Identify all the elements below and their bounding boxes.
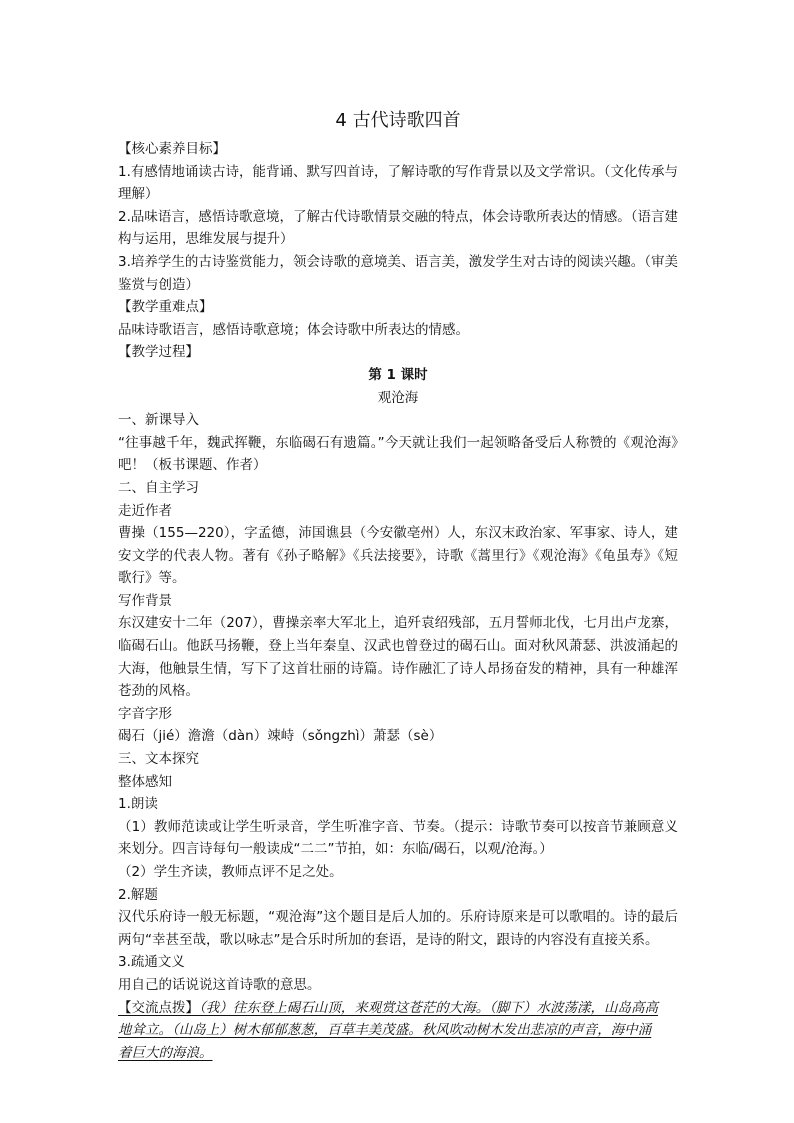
poem-title: 观沧海 — [377, 389, 419, 406]
document-body — [118, 106, 678, 1064]
author-text: 曹操（155—220），字孟德，沛国谯县（今安徽亳州）人，东汉末政治家、军事家、诗人，建安文学的代表人物。著有《孙子略解》《兵法接要》，诗歌《蒿里行》《观沧海》《龟虽寿》《短歌行》等。 — [118, 525, 678, 587]
overall-heading: 整体感知 — [118, 773, 172, 790]
part1-text: “往事越千年，魏武挥鞭，东临碣石有遗篇。”今天就让我们一起领略备受后人称赞的《观沧海》吧！（板书课题、作者） — [118, 434, 678, 474]
title-explain-text: 汉代乐府诗一般无标题，“观沧海”这个题目是后人加的。乐府诗原来是可以歌唱的。诗的最后两句“幸甚至哉，歌以咏志”是合乐时所加的套语，是诗的附文，跟诗的内容没有直接关系。 — [118, 909, 678, 948]
lesson-title: 第 1 课时 — [368, 366, 428, 383]
author-heading: 走近作者 — [118, 502, 172, 519]
part1-heading: 一、新课导入 — [118, 412, 199, 429]
goal-item-1: 1.有感情地诵读古诗，能背诵、默写四首诗，了解诗歌的写作背景以及文学常识。（文化传承与理解） — [118, 163, 678, 203]
keypoints-heading: 【教学重难点】 — [118, 299, 213, 316]
process-heading: 【教学过程】 — [118, 344, 199, 361]
part3-heading: 三、文本探究 — [118, 751, 199, 768]
meaning-heading: 3.疏通文义 — [118, 954, 185, 971]
part2-heading: 二、自主学习 — [118, 479, 199, 496]
meaning-text: 用自己的话说说这首诗歌的意思。 — [118, 976, 321, 993]
goals-heading: 【核心素养目标】 — [118, 141, 226, 157]
title-explain-heading: 2.解题 — [118, 886, 158, 903]
exchange-note — [118, 997, 678, 1065]
goal-item-2: 2.品味语言，感悟诗歌意境，了解古代诗歌情景交融的特点，体会诗歌所表达的情感。（语言建构与运用，思维发展与提升） — [118, 208, 678, 248]
background-text: 东汉建安十二年（207），曹操亲率大军北上，追歼袁绍残部，五月誓师北伐，七月出卢龙寨，临碣石山。他跃马扬鞭，登上当年秦皇、汉武也曾登过的碣石山。面对秋风萧瑟、洪波涌起的大海，他触景生情，写下了这首壮丽的诗篇。诗作融汇了诗人昂扬奋发的精神，具有一种雄浑苍劲的风格。 — [118, 615, 678, 700]
background-heading: 写作背景 — [118, 592, 172, 609]
note-tag: 【交流点拨】 — [118, 999, 199, 1016]
characters-text: 碣石（jié）澹澹（dàn）竦峙（sǒngzhì）萧瑟（sè） — [118, 728, 443, 745]
note-line-1-text: （我）往东登上碣石山顶，来观赏这苍茫的大海。（脚下）水波荡漾，山岛高高 — [199, 999, 658, 1016]
note-line-3: 着巨大的海浪。 — [118, 1044, 213, 1061]
keypoints-text: 品味诗歌语言，感悟诗歌意境；体会诗歌中所表达的情感。 — [118, 321, 469, 338]
reading-step-1: （1）教师范读或让学生听录音，学生听准字音、节奏。（提示：诗歌节奏可以按音节兼顾意义来划分。四言诗每句一般读成“二二”节拍，如：东临/碣石，以观/沧海。） — [118, 818, 678, 858]
goal-item-3: 3.培养学生的古诗鉴赏能力，领会诗歌的意境美、语言美，激发学生对古诗的阅读兴趣。（审美鉴赏与创造） — [118, 253, 678, 293]
reading-heading: 1.朗读 — [118, 796, 158, 813]
note-line-2: 地耸立。（山岛上）树木郁郁葱葱，百草丰美茂盛。秋风吹动树木发出悲凉的声音，海中涌 — [118, 1022, 652, 1039]
characters-heading: 字音字形 — [118, 705, 172, 722]
document-title: 4 古代诗歌四首 — [335, 110, 461, 131]
reading-step-2: （2）学生齐读，教师点评不足之处。 — [118, 864, 343, 880]
note-line-1 — [118, 997, 678, 1020]
